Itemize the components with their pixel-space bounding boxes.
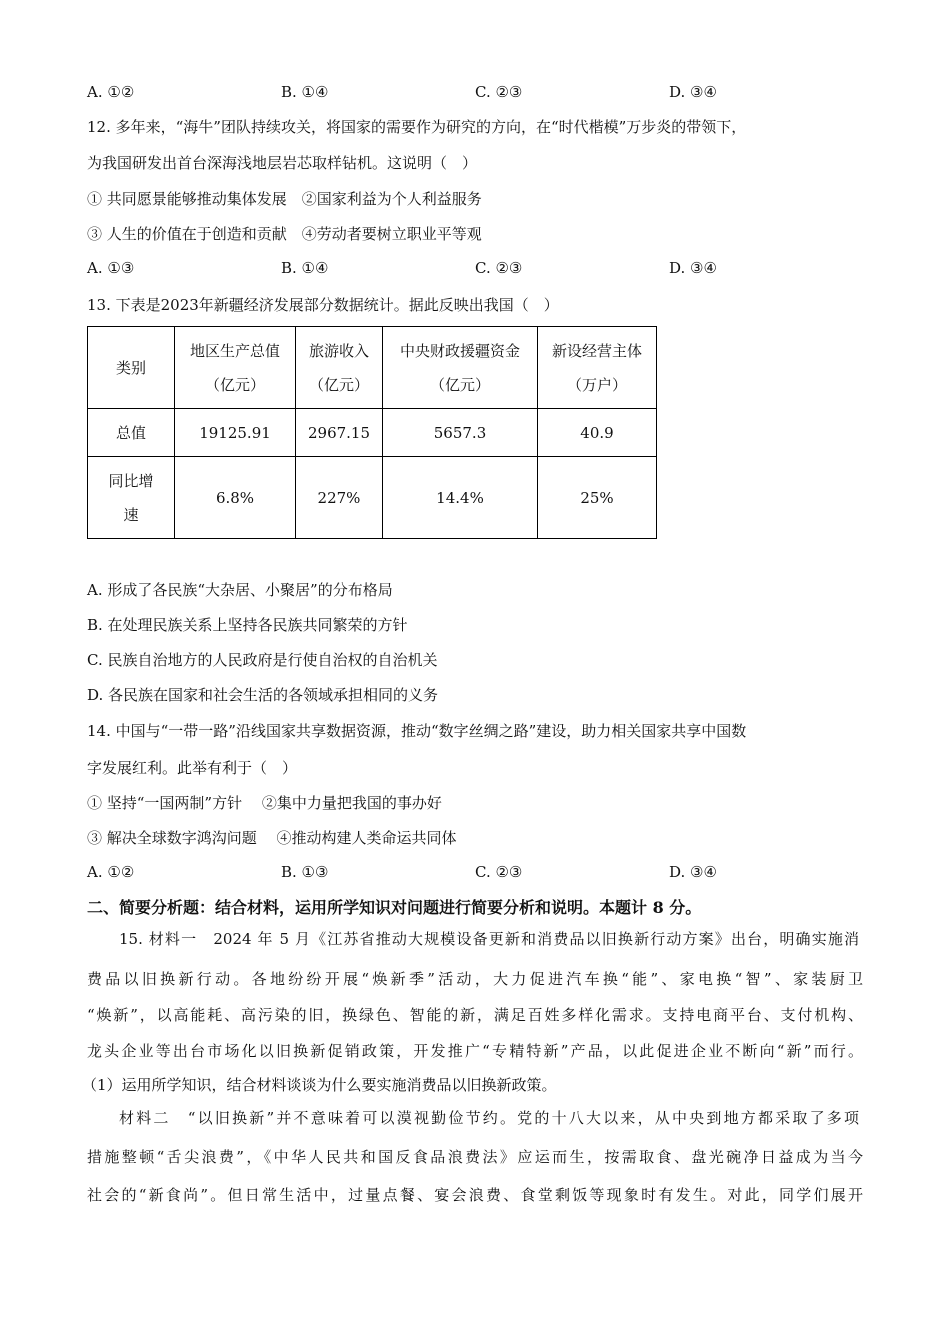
q12-stem-line2: 为我国研发出首台深海浅地层岩芯取样钻机。这说明（ ） (87, 154, 478, 172)
q14-stem-line2: 字发展红利。此举有利于（ ） (87, 759, 298, 777)
q15-material1-line4: 龙头企业等出台市场化以旧换新促销政策，开发推广“专精特新”产品，以此促进企业不断向“新”而行。 (87, 1042, 863, 1060)
q14-option-d[interactable]: D. ③④ (669, 863, 717, 881)
row-growth-label (88, 457, 175, 539)
q11-option-d[interactable]: D. ③④ (669, 83, 717, 101)
header-tourism-unit: （亿元） (308, 375, 369, 394)
section2-heading: 二、简要分析题：结合材料，运用所学知识对问题进行简要分析和说明。本题计 8 分。 (87, 898, 702, 917)
q13-option-a[interactable]: A. 形成了各民族“大杂居、小聚居”的分布格局 (87, 581, 393, 599)
header-gdp-name: 地区生产总值 (189, 341, 280, 360)
q14-option-b[interactable]: B. ①③ (281, 863, 329, 881)
q12-option-a[interactable]: A. ①③ (87, 259, 135, 277)
header-new-entities-unit: （万户） (566, 375, 627, 394)
cell-total-gdp: 19125.91 (175, 409, 296, 457)
table-row-total (88, 409, 657, 457)
q14-statements-line2: ③ 解决全球数字鸿沟问题 ④推动构建人类命运共同体 (87, 829, 457, 847)
header-gdp (175, 327, 296, 409)
q11-option-c[interactable]: C. ②③ (475, 83, 523, 101)
q14-options (87, 862, 847, 882)
q15-material2-line1: 材料二 “以旧换新”并不意味着可以漠视勤俭节约。党的十八大以来，从中央到地方都采取了多项 (119, 1109, 859, 1127)
q14-stem-line1: 14. 中国与“一带一路”沿线国家共享数据资源，推动“数字丝绸之路”建设，助力相关国家共享中国数 (87, 722, 747, 740)
header-aid-funds-name: 中央财政援疆资金 (399, 341, 520, 360)
cell-growth-tourism: 227% (296, 457, 383, 539)
q14-statements-line1: ① 坚持“一国两制”方针 ②集中力量把我国的事办好 (87, 794, 442, 812)
table-header-row (88, 327, 657, 409)
q12-option-b[interactable]: B. ①④ (281, 259, 329, 277)
header-new-entities-name: 新设经营主体 (551, 341, 642, 360)
row-growth-label-line1: 同比增 (108, 471, 154, 490)
q11-option-a[interactable]: A. ①② (87, 83, 135, 101)
q15-material1-line2: 费品以旧换新行动。各地纷纷开展“焕新季”活动，大力促进汽车换“能”、家电换“智”、家装厨卫 (87, 970, 863, 988)
q11-option-b[interactable]: B. ①④ (281, 83, 329, 101)
header-gdp-unit: （亿元） (204, 375, 265, 394)
q13-option-d[interactable]: D. 各民族在国家和社会生活的各领域承担相同的义务 (87, 686, 439, 704)
cell-total-aid-funds: 5657.3 (383, 409, 538, 457)
row-total-label: 总值 (88, 409, 175, 457)
header-new-entities (538, 327, 657, 409)
q12-statements-line1: ① 共同愿景能够推动集体发展 ②国家利益为个人利益服务 (87, 190, 482, 208)
q15-material1-line3: “焕新”，以高能耗、高污染的旧，换绿色、智能的新，满足百姓多样化需求。支持电商平台、支付机构、 (87, 1006, 863, 1024)
q12-statements-line2: ③ 人生的价值在于创造和贡献 ④劳动者要树立职业平等观 (87, 225, 482, 243)
cell-total-new-entities: 40.9 (538, 409, 657, 457)
q12-stem-line1: 12. 多年来，“海牛”团队持续攻关，将国家的需要作为研究的方向，在“时代楷模”万步炎的带领下， (87, 118, 747, 136)
q13-option-c[interactable]: C. 民族自治地方的人民政府是行使自治权的自治机关 (87, 651, 438, 669)
q12-option-c[interactable]: C. ②③ (475, 259, 523, 277)
row-growth-label-line2: 速 (123, 505, 139, 524)
header-tourism-name: 旅游收入 (308, 341, 369, 360)
q13-stem: 13. 下表是2023年新疆经济发展部分数据统计。据此反映出我国（ ） (87, 296, 559, 314)
header-tourism (296, 327, 383, 409)
table-row-growth (88, 457, 657, 539)
q15-material2-line2: 措施整顿“舌尖浪费”，《中华人民共和国反食品浪费法》应运而生，按需取食、盘光碗净日益成为当今 (87, 1148, 863, 1166)
q15-question1: （1）运用所学知识，结合材料谈谈为什么要实施消费品以旧换新政策。 (82, 1076, 557, 1094)
q14-option-a[interactable]: A. ①② (87, 863, 135, 881)
cell-growth-aid-funds: 14.4% (383, 457, 538, 539)
header-aid-funds-unit: （亿元） (429, 375, 490, 394)
cell-growth-gdp: 6.8% (175, 457, 296, 539)
q14-option-c[interactable]: C. ②③ (475, 863, 523, 881)
header-category: 类别 (88, 327, 175, 409)
q12-options (87, 258, 847, 278)
q13-data-table (87, 326, 657, 539)
q15-material2-line3: 社会的“新食尚”。但日常生活中，过量点餐、宴会浪费、食堂剩饭等现象时有发生。对此，同学们展开 (87, 1186, 863, 1204)
header-aid-funds (383, 327, 538, 409)
cell-growth-new-entities: 25% (538, 457, 657, 539)
q12-option-d[interactable]: D. ③④ (669, 259, 717, 277)
q13-option-b[interactable]: B. 在处理民族关系上坚持各民族共同繁荣的方针 (87, 616, 408, 634)
q15-material1-line1: 15. 材料一 2024 年 5 月《江苏省推动大规模设备更新和消费品以旧换新行动方案》出台，明确实施消 (119, 930, 859, 948)
q11-options (87, 82, 847, 102)
cell-total-tourism: 2967.15 (296, 409, 383, 457)
